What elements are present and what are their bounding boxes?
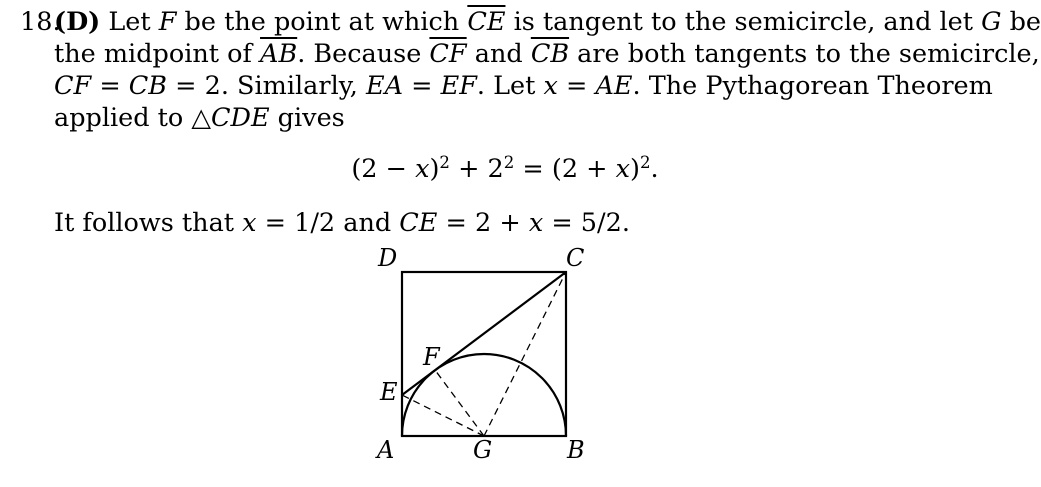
text-run: AE <box>595 71 633 101</box>
text-run: . Let <box>476 71 544 101</box>
text-run: ) <box>429 154 440 184</box>
label-c: C <box>566 244 585 272</box>
text-run: ) <box>630 154 640 184</box>
solution-paragraph <box>20 6 1041 134</box>
label-a: A <box>377 436 395 464</box>
text-run: 2 <box>439 152 450 172</box>
line-1-text <box>108 7 1041 37</box>
text-run: $\overline{CE}$ <box>467 7 506 37</box>
text-run: the midpoint of <box>54 39 261 69</box>
text-run: CDE <box>211 103 270 133</box>
text-run: $\overline{AB}$ <box>260 39 298 69</box>
square-semicircle-figure <box>360 240 640 480</box>
text-run: = <box>403 71 441 101</box>
label-g: G <box>473 436 493 464</box>
text-run: = 1/2 and <box>256 208 400 238</box>
text-run: 2 <box>503 152 515 172</box>
text-run: F <box>158 7 177 37</box>
text-run: gives <box>269 103 345 133</box>
text-run: $\overline{CF}$ <box>429 39 467 69</box>
text-run: are both tangents to the semicircle, <box>569 39 1040 69</box>
text-run: and <box>466 39 531 69</box>
conclusion-line <box>54 208 630 238</box>
text-run: = (2 + <box>514 154 616 184</box>
text-run: x <box>543 71 558 101</box>
text-run: + 2 <box>449 154 504 184</box>
text-run: = <box>557 71 596 101</box>
problem-number: 18. <box>20 7 61 37</box>
text-run: x <box>615 154 631 184</box>
text-run: . <box>650 154 659 184</box>
label-f: F <box>423 343 440 371</box>
text-run: Let <box>108 7 159 37</box>
label-b: B <box>567 436 585 464</box>
answer-choice: (D) <box>54 7 101 37</box>
text-run: be <box>1001 7 1041 37</box>
dashed-gf <box>435 370 484 436</box>
text-run: G <box>981 7 1002 37</box>
solution-line-3 <box>20 70 993 102</box>
text-run: (2 − <box>351 154 416 184</box>
text-run: CF <box>54 71 92 101</box>
text-run: = 2 + <box>437 208 529 238</box>
text-run: = 5/2. <box>543 208 630 238</box>
text-run: = 2. Similarly, <box>167 71 366 101</box>
dashed-ge <box>402 395 484 436</box>
text-run: x <box>242 208 257 238</box>
text-run: = <box>91 71 129 101</box>
label-d: D <box>378 244 398 272</box>
text-run: EF <box>440 71 477 101</box>
text-run: is tangent to the semicircle, and let <box>505 7 982 37</box>
solution-line-2 <box>20 38 1040 70</box>
text-run: 2 <box>640 152 651 172</box>
solution-line-4 <box>20 102 980 134</box>
text-run: . Because <box>297 39 430 69</box>
text-run: be the point at which <box>176 7 468 37</box>
text-run: CB <box>128 71 168 101</box>
solution-line-1 <box>20 6 1041 38</box>
text-run: . The Pythagorean Theorem <box>632 71 993 101</box>
text-run: It follows that <box>54 208 243 238</box>
text-run: x <box>528 208 544 238</box>
text-run: applied to △ <box>54 103 211 133</box>
text-run: CE <box>399 208 438 238</box>
label-e: E <box>380 378 398 406</box>
text-run: x <box>415 154 430 184</box>
text-run: $\overline{CB}$ <box>530 39 570 69</box>
pythagorean-equation <box>0 154 1010 184</box>
text-run: EA <box>365 71 403 101</box>
